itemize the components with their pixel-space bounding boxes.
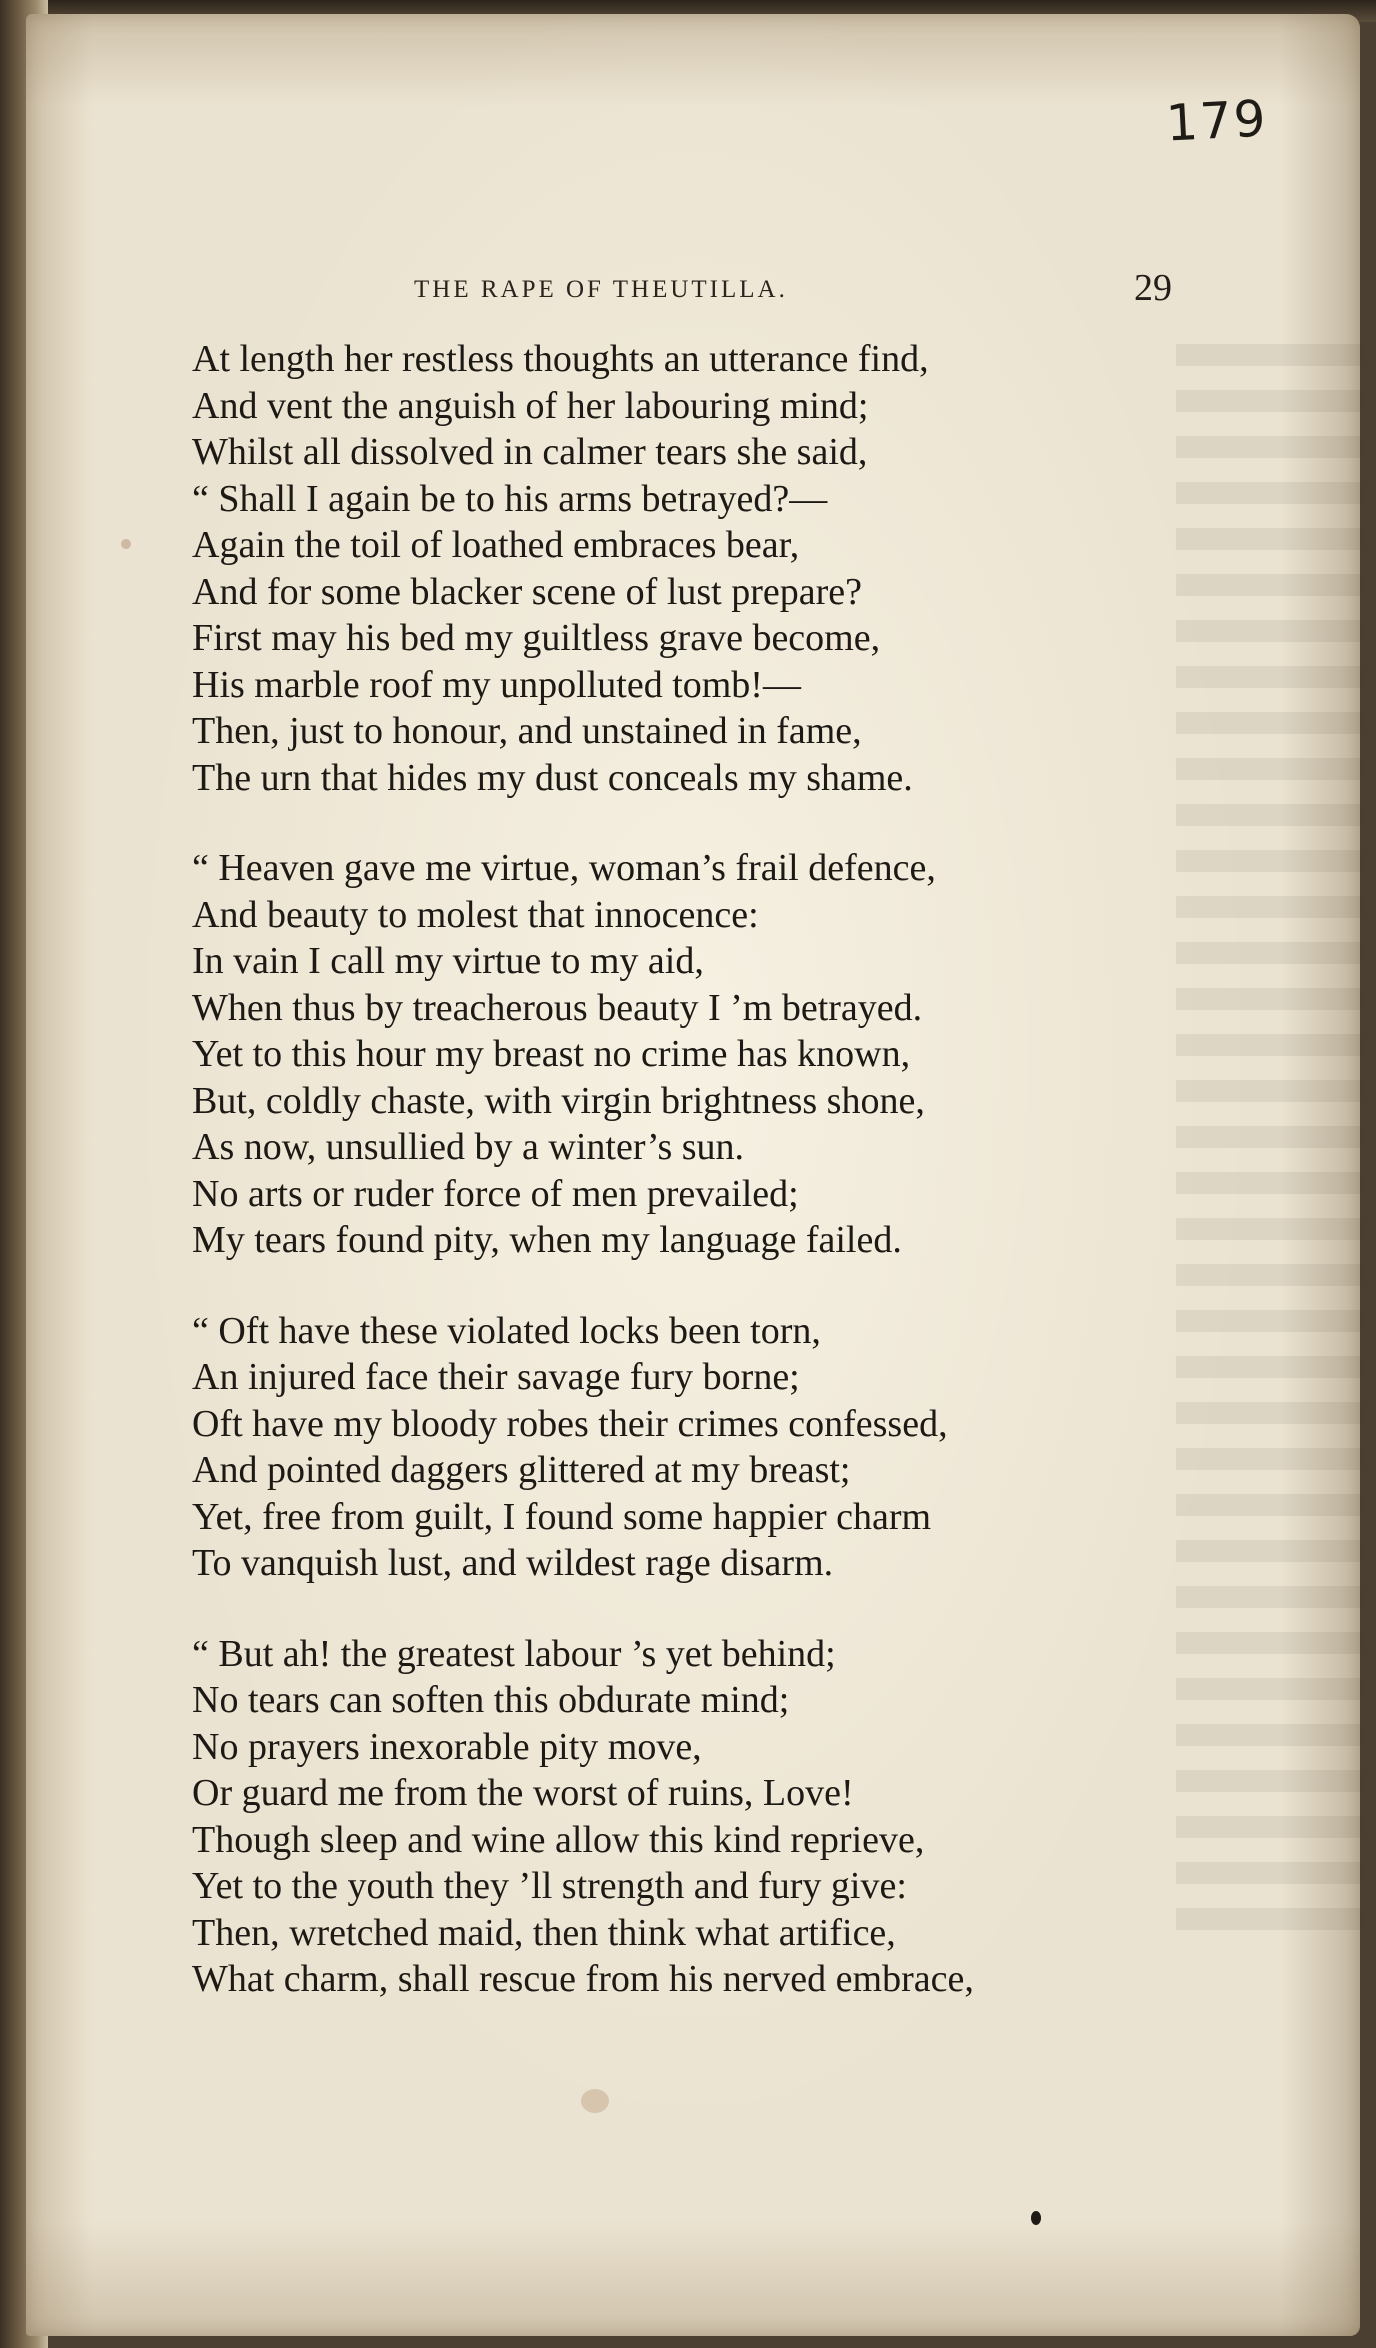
verse-line: Oft have my bloody robes their crimes confessed, bbox=[192, 1402, 948, 1445]
paper-stain bbox=[581, 2089, 609, 2113]
ink-speck bbox=[1031, 2211, 1041, 2225]
verse-line: An injured face their savage fury borne; bbox=[192, 1356, 800, 1398]
verse-line: No prayers inexorable pity move, bbox=[192, 1725, 702, 1768]
verse-line: And vent the anguish of her labouring mind; bbox=[192, 384, 869, 427]
verse-line: “ But ah! the greatest labour ’s yet behind; bbox=[192, 1632, 836, 1675]
verse-line: And for some blacker scene of lust prepare? bbox=[192, 570, 862, 613]
paper-stain bbox=[121, 539, 131, 549]
stanza bbox=[192, 1308, 1192, 1587]
verse-line: The urn that hides my dust conceals my shame. bbox=[192, 756, 913, 799]
verse-line: Or guard me from the worst of ruins, Love! bbox=[192, 1772, 854, 1814]
verse-line: First may his bed my guiltless grave become, bbox=[192, 617, 881, 659]
verse-line: “ Oft have these violated locks been torn, bbox=[192, 1309, 821, 1352]
verse-line: Then, just to honour, and unstained in fame, bbox=[192, 710, 862, 752]
verse-line: But, coldly chaste, with virgin brightness shone, bbox=[192, 1079, 925, 1122]
verse-line: Yet to the youth they ’ll strength and fury give: bbox=[192, 1865, 907, 1907]
verse-line: Yet to this hour my breast no crime has known, bbox=[192, 1033, 911, 1075]
verse-line: No arts or ruder force of men prevailed; bbox=[192, 1172, 799, 1215]
verse-line: Yet, free from guilt, I found some happier charm bbox=[192, 1495, 932, 1538]
verse-line: When thus by treacherous beauty I ’m betrayed. bbox=[192, 986, 923, 1029]
page-number: 29 bbox=[1134, 267, 1172, 309]
verse-line: My tears found pity, when my language failed. bbox=[192, 1219, 902, 1261]
stanza bbox=[192, 845, 1192, 1264]
verse-line: At length her restless thoughts an utterance find, bbox=[192, 338, 929, 380]
verse-line: In vain I call my virtue to my aid, bbox=[192, 940, 704, 982]
verse-line: To vanquish lust, and wildest rage disarm. bbox=[192, 1542, 834, 1584]
stanza bbox=[192, 1631, 1192, 2003]
verse-line: And beauty to molest that innocence: bbox=[192, 893, 759, 936]
verse-line: No tears can soften this obdurate mind; bbox=[192, 1679, 790, 1721]
verse-line: As now, unsullied by a winter’s sun. bbox=[192, 1126, 745, 1168]
verse-line: Whilst all dissolved in calmer tears she said, bbox=[192, 431, 868, 473]
show-through-text bbox=[1176, 344, 1366, 1944]
verse-line: “ Heaven gave me virtue, woman’s frail defence, bbox=[192, 847, 936, 889]
verse-line: Again the toil of loathed embraces bear, bbox=[192, 524, 800, 566]
verse-line: Though sleep and wine allow this kind reprieve, bbox=[192, 1818, 925, 1861]
verse-line: What charm, shall rescue from his nerved embrace, bbox=[192, 1958, 974, 2000]
running-head: THE RAPE OF THEUTILLA. bbox=[414, 276, 788, 303]
verse-line: Then, wretched maid, then think what artifice, bbox=[192, 1911, 896, 1954]
poem-text bbox=[192, 336, 1192, 2047]
handwritten-folio: 179 bbox=[1164, 89, 1269, 153]
verse-line: His marble roof my unpolluted tomb!— bbox=[192, 663, 801, 706]
stanza bbox=[192, 336, 1192, 801]
verse-line: And pointed daggers glittered at my breast; bbox=[192, 1449, 851, 1491]
verse-line: “ Shall I again be to his arms betrayed?— bbox=[192, 477, 828, 520]
book-page bbox=[26, 14, 1360, 2336]
